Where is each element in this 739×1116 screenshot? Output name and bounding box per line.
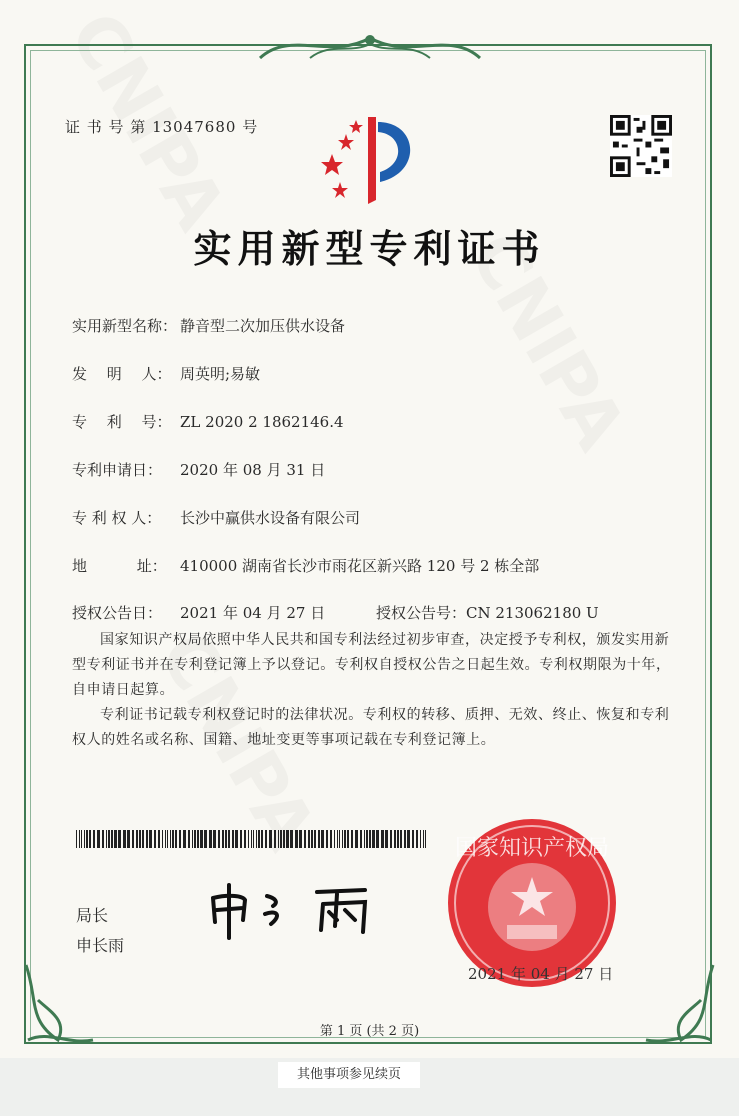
seal-text: 国家知识产权局	[454, 836, 610, 861]
field-patentee	[72, 507, 360, 528]
field-label: 专 利 权 人：	[72, 509, 162, 527]
seal-date: 2021 年 04 月 27 日	[468, 965, 614, 983]
field-value: 410000 湖南省长沙市雨花区新兴路 120 号 2 栋全部	[180, 557, 540, 575]
certificate-number: 证 书 号 第 13047680 号	[65, 118, 259, 136]
field-value: ZL 2020 2 1862146.4	[180, 413, 344, 431]
field-patent-number	[72, 411, 344, 432]
field-label: 授权公告号：	[376, 604, 467, 622]
field-value: 周英明;易敏	[180, 365, 261, 383]
body-paragraph: 专利证书记载专利权登记时的法律状况。专利权的转移、质押、无效、终止、恢复和专利权人的姓名或名称、国籍、地址变更等事项记载在专利登记簿上。	[72, 707, 670, 748]
top-ornament-icon	[250, 30, 490, 64]
field-announcement-number	[376, 602, 599, 623]
field-label: 授权公告日：	[72, 604, 163, 622]
field-label: 实用新型名称：	[72, 317, 178, 335]
field-value: 2021 年 04 月 27 日	[180, 604, 326, 622]
page-number: 第 1 页 (共 2 页)	[319, 1024, 420, 1039]
field-address	[72, 555, 539, 576]
field-value: CN 213062180 U	[466, 604, 599, 622]
certificate-title: 实用新型专利证书	[193, 226, 546, 271]
field-application-date	[72, 459, 325, 480]
continuation-note: 其他事项参见续页	[278, 1062, 420, 1088]
barcode	[76, 830, 426, 848]
qr-code	[610, 115, 672, 177]
director-title: 局长	[76, 906, 109, 925]
field-utility-model-name	[72, 315, 345, 336]
cnipa-logo-icon	[318, 112, 428, 207]
field-label: 地 址：	[72, 557, 167, 575]
field-value: 长沙中赢供水设备有限公司	[180, 509, 361, 527]
field-label: 发 明 人：	[72, 365, 172, 383]
field-value: 静音型二次加压供水设备	[180, 317, 346, 335]
director-name: 申长雨	[76, 936, 125, 955]
field-grant-date	[72, 602, 325, 623]
body-paragraph: 国家知识产权局依照中华人民共和国专利法经过初步审查，决定授予专利权，颁发实用新型专利证书并在专利登记簿上予以登记。专利权自授权公告之日起生效。专利权期限为十年，自申请日起算。	[72, 632, 671, 698]
field-value: 2020 年 08 月 31 日	[180, 461, 326, 479]
field-inventor	[72, 363, 260, 384]
field-label: 专利申请日：	[72, 461, 163, 479]
field-label: 专 利 号：	[72, 413, 172, 431]
director-signature	[205, 880, 385, 940]
